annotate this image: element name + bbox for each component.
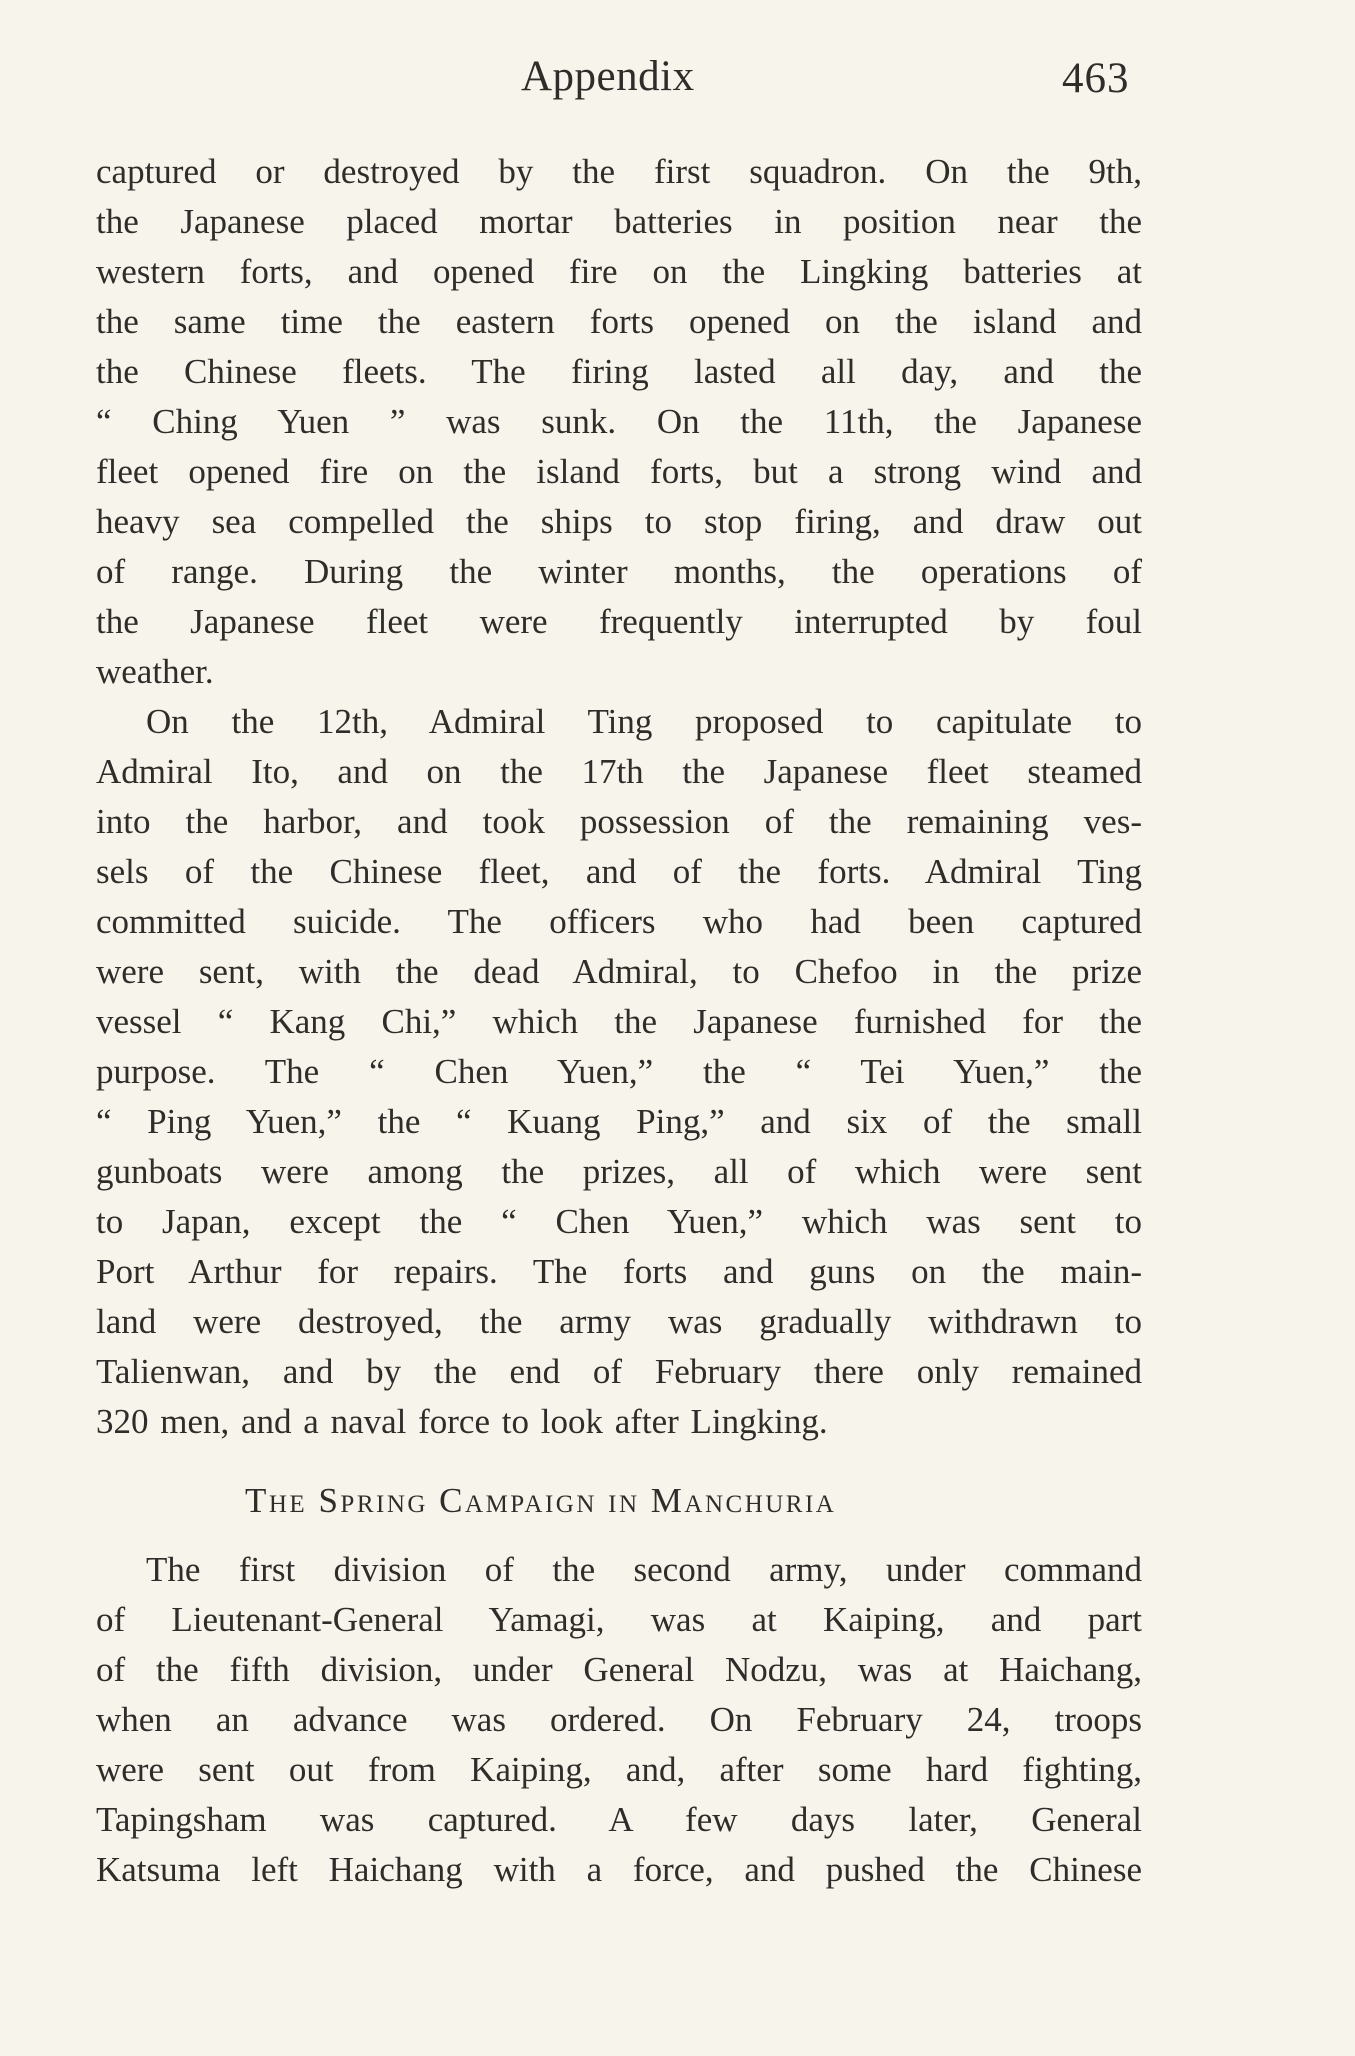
text-line: heavy sea compelled the ships to stop firing, and draw out <box>96 502 1142 541</box>
text-line: were sent out from Kaiping, and, after some hard fighting, <box>96 1750 1142 1789</box>
text-line: the Japanese placed mortar batteries in position near the <box>96 202 1142 241</box>
text-line: sels of the Chinese fleet, and of the forts. Admiral Ting <box>96 852 1142 891</box>
text-line: Talienwan, and by the end of February there only remained <box>96 1352 1142 1391</box>
text-line: committed suicide. The officers who had been captured <box>96 902 1142 941</box>
text-line: when an advance was ordered. On February 24, troops <box>96 1700 1142 1739</box>
text-line: “ Ping Yuen,” the “ Kuang Ping,” and six of the small <box>96 1102 1142 1141</box>
text-line: weather. <box>96 652 214 691</box>
text-line: into the harbor, and took possession of the remaining ves- <box>96 802 1142 841</box>
text-line: of the fifth division, under General Nodzu, was at Haichang, <box>96 1650 1142 1689</box>
text-line: On the 12th, Admiral Ting proposed to capitulate to <box>146 702 1142 741</box>
text-line: of Lieutenant-General Yamagi, was at Kaiping, and part <box>96 1600 1142 1639</box>
section-heading-text: The Spring Campaign in Manchuria <box>245 1481 837 1520</box>
text-line: gunboats were among the prizes, all of which were sent <box>96 1152 1142 1191</box>
text-line: to Japan, except the “ Chen Yuen,” which was sent to <box>96 1202 1142 1241</box>
text-line: Admiral Ito, and on the 17th the Japanese fleet steamed <box>96 752 1142 791</box>
text-line: Katsuma left Haichang with a force, and pushed the Chinese <box>96 1850 1142 1889</box>
text-line: The first division of the second army, under command <box>146 1550 1142 1589</box>
text-line: western forts, and opened fire on the Lingking batteries at <box>96 252 1142 291</box>
text-line: fleet opened fire on the island forts, but a strong wind and <box>96 452 1142 491</box>
text-line: captured or destroyed by the first squadron. On the 9th, <box>96 152 1142 191</box>
text-line: land were destroyed, the army was gradually withdrawn to <box>96 1302 1142 1341</box>
text-line: vessel “ Kang Chi,” which the Japanese furnished for the <box>96 1002 1142 1041</box>
text-line: of range. During the winter months, the operations of <box>96 552 1142 591</box>
text-line: “ Ching Yuen ” was sunk. On the 11th, the Japanese <box>96 402 1142 441</box>
text-line: the Japanese fleet were frequently interrupted by foul <box>96 602 1142 641</box>
text-line: the Chinese fleets. The firing lasted all day, and the <box>96 352 1142 391</box>
text-line: 320 men, and a naval force to look after Lingking. <box>96 1402 828 1441</box>
text-line: the same time the eastern forts opened on the island and <box>96 302 1142 341</box>
section-heading <box>0 1476 1355 1526</box>
running-title: Appendix <box>521 53 695 100</box>
text-line: Tapingsham was captured. A few days later, General <box>96 1800 1142 1839</box>
text-line: purpose. The “ Chen Yuen,” the “ Tei Yuen,” the <box>96 1052 1142 1091</box>
page-number: 463 <box>1062 55 1130 102</box>
text-line: Port Arthur for repairs. The forts and guns on the main- <box>96 1252 1142 1291</box>
running-head <box>0 52 1355 112</box>
text-line: were sent, with the dead Admiral, to Chefoo in the prize <box>96 952 1142 991</box>
